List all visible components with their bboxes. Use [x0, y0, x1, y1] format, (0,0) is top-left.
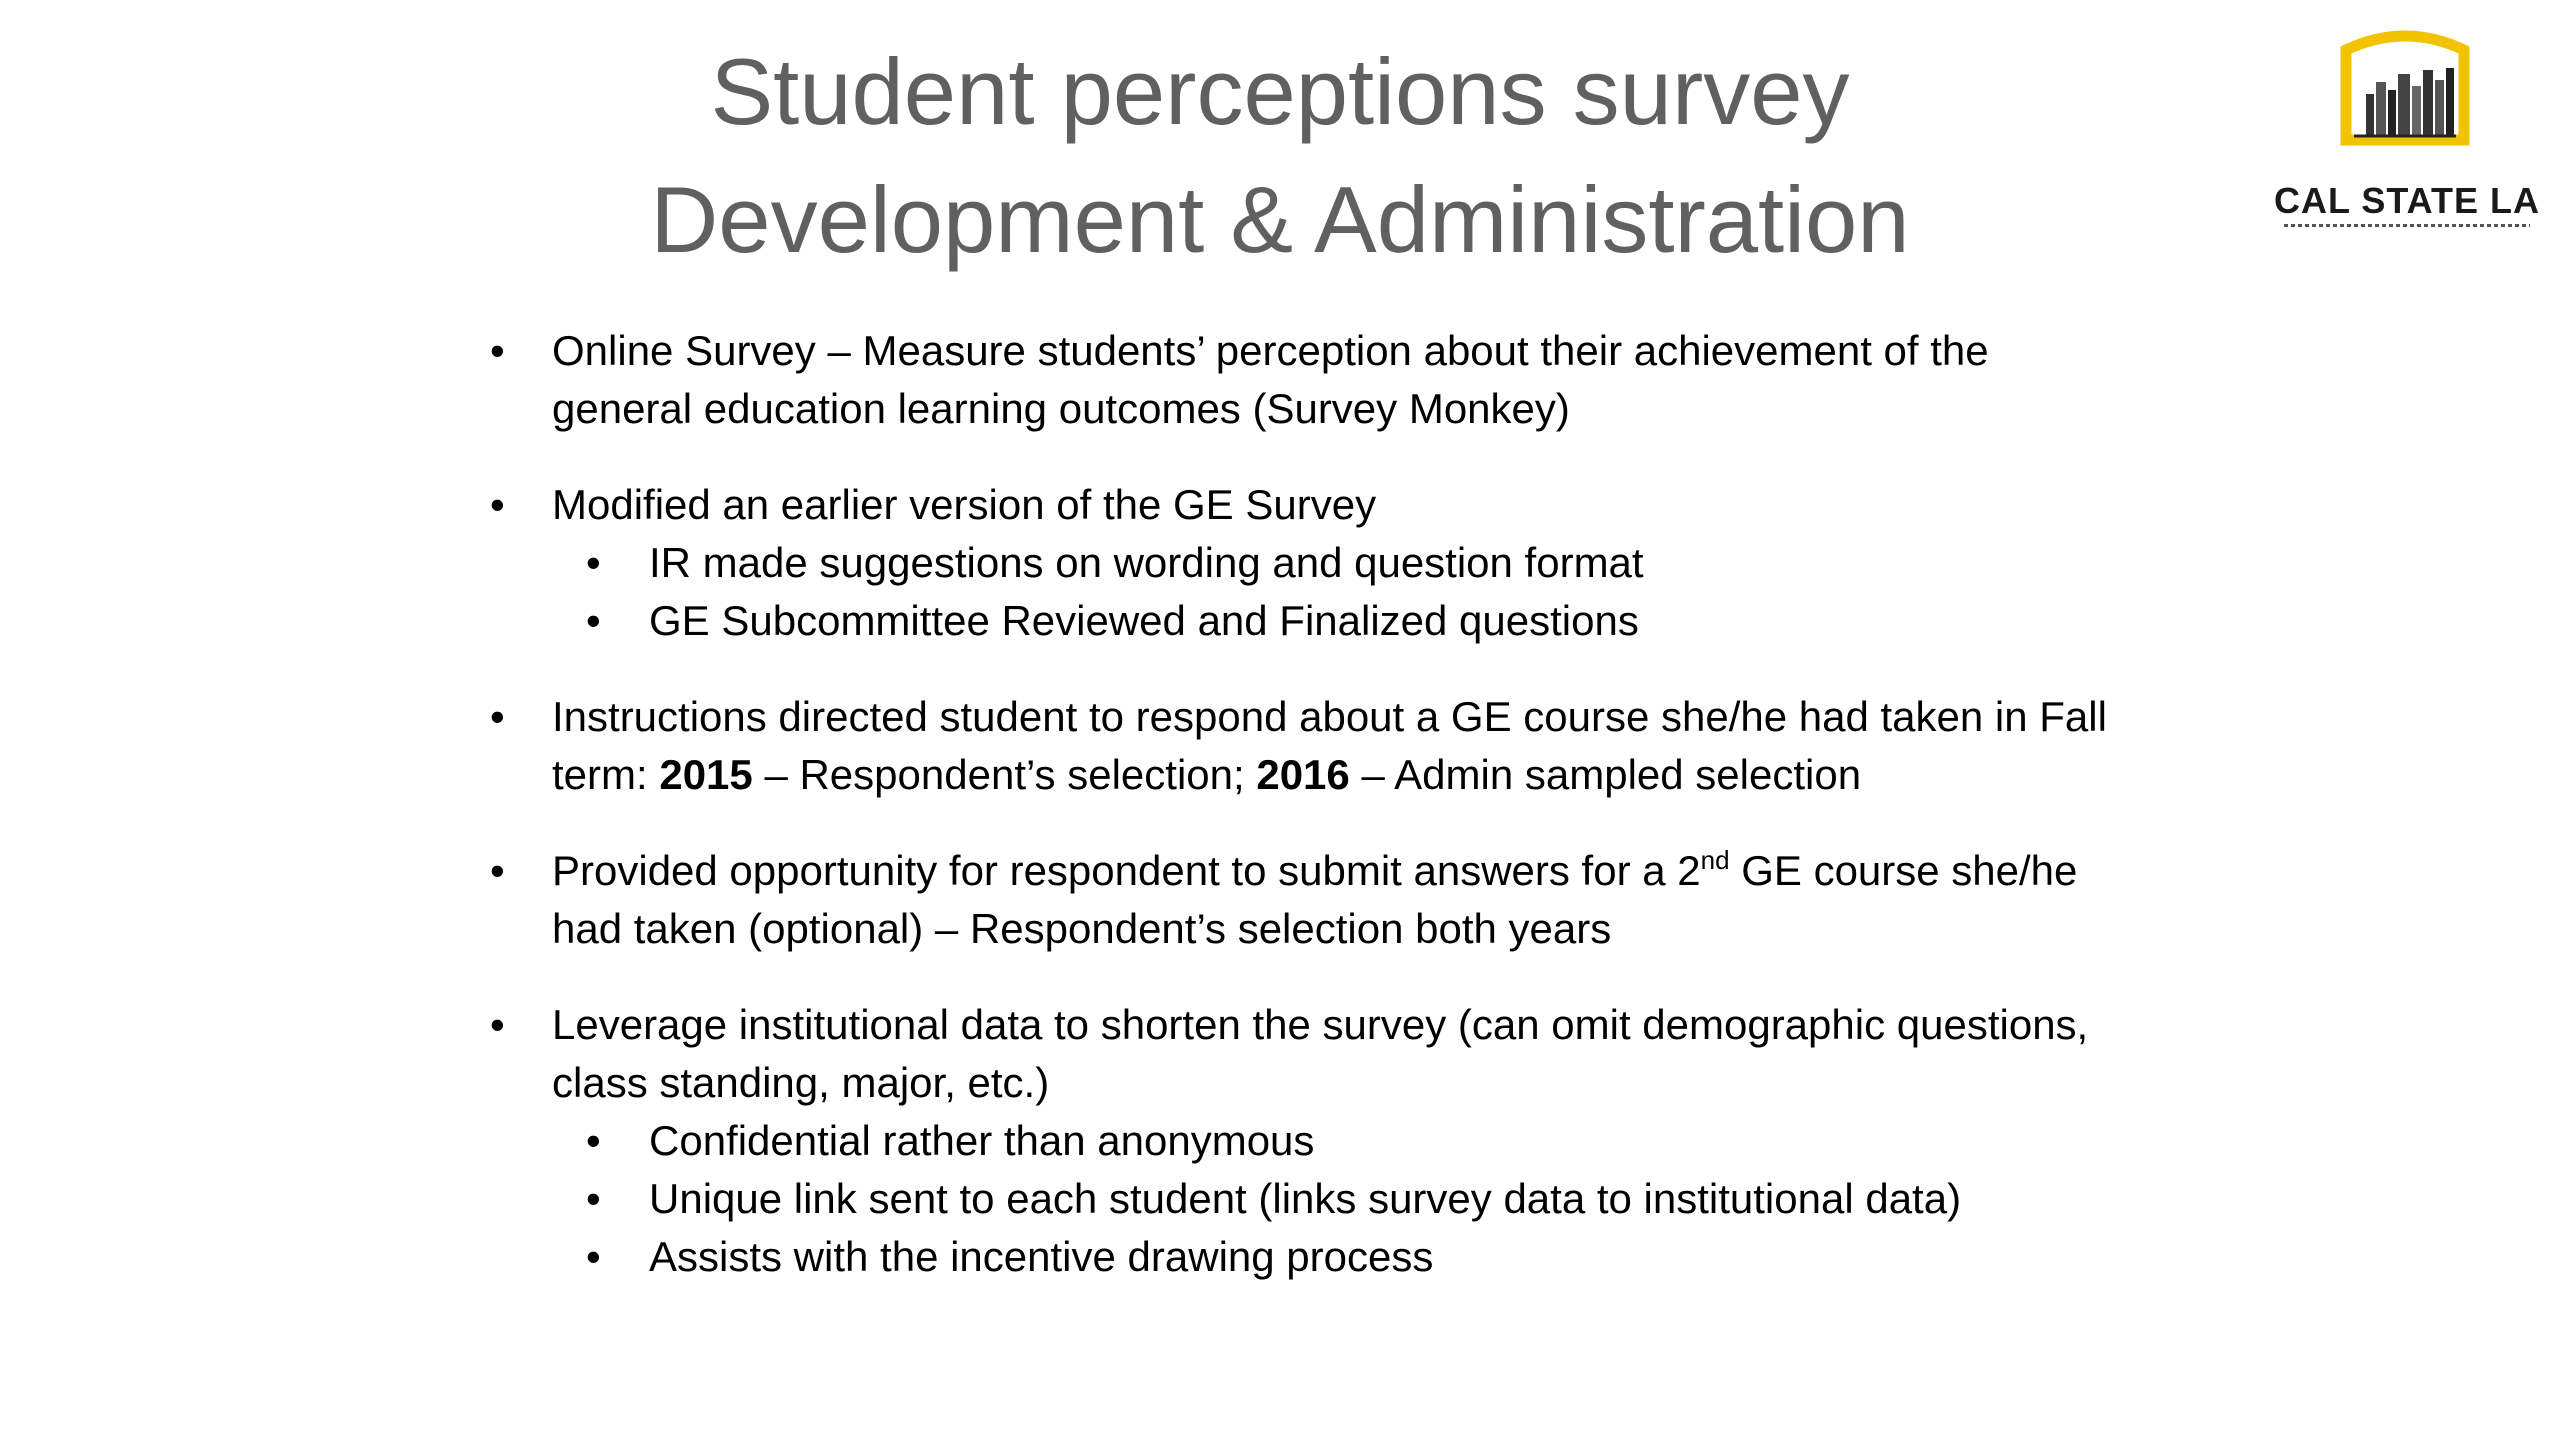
bullet-item-modified-survey: [480, 476, 2120, 650]
sub-bullet-dot: •: [586, 1233, 601, 1280]
bullet-text-part: GE course she/he had taken (optional) – Respondent’s selection both years: [552, 847, 2078, 952]
sub-bullet-text: Confidential rather than anonymous: [649, 1117, 1315, 1164]
bullet-item-institutional-data: [480, 996, 2120, 1286]
bullet-text-part: Provided opportunity for respondent to submit answers for a 2: [552, 847, 1701, 894]
bullet-text: Online Survey – Measure students’ perception about their achievement of the general education learning outcomes (Survey Monkey): [552, 327, 1989, 432]
bullet-year-2016: 2016: [1256, 751, 1350, 798]
bullet-item-instructions: [480, 688, 2120, 804]
bullet-item-online-survey: [480, 322, 2120, 438]
bullet-dot: •: [490, 1001, 505, 1048]
sub-bullet-text: Unique link sent to each student (links survey data to institutional data): [649, 1175, 1962, 1222]
bullet-text-part: – Admin sampled selection: [1349, 751, 1862, 798]
logo-subtext-line: [2284, 224, 2530, 227]
bullet-dot: •: [490, 327, 505, 374]
sub-bullet-item: [480, 592, 2120, 650]
cal-state-la-logo: [2262, 30, 2552, 221]
sub-bullet-item: [480, 1228, 2120, 1286]
sub-bullet-dot: •: [586, 539, 601, 586]
bullet-list: [480, 322, 2120, 1324]
sub-bullet-list: [480, 1112, 2120, 1286]
sub-bullet-text: GE Subcommittee Reviewed and Finalized questions: [649, 597, 1639, 644]
bullet-text: Leverage institutional data to shorten the survey (can omit demographic questions, class standing, major, etc.): [552, 1001, 2089, 1106]
title-line-1: Student perceptions survey: [710, 39, 1850, 144]
bullet-dot: •: [490, 693, 505, 740]
bullet-text-part: – Respondent’s selection;: [752, 751, 1257, 798]
university-emblem-icon: [2340, 30, 2470, 148]
logo-wordmark: CAL STATE LA: [2274, 180, 2540, 221]
sub-bullet-dot: •: [586, 597, 601, 644]
bullet-item-second-course: [480, 842, 2120, 958]
bullet-year-2015: 2015: [659, 751, 753, 798]
ordinal-superscript: nd: [1700, 845, 1730, 875]
sub-bullet-list: [480, 534, 2120, 650]
bullet-dot: •: [490, 847, 505, 894]
sub-bullet-dot: •: [586, 1175, 601, 1222]
sub-bullet-item: [480, 1170, 2120, 1228]
bullet-text: Modified an earlier version of the GE Survey: [552, 481, 1377, 528]
sub-bullet-dot: •: [586, 1117, 601, 1164]
sub-bullet-text: Assists with the incentive drawing process: [649, 1233, 1434, 1280]
slide-title: [0, 28, 2560, 284]
sub-bullet-item: [480, 1112, 2120, 1170]
title-line-2: Development & Administration: [650, 167, 1910, 272]
sub-bullet-item: [480, 534, 2120, 592]
bullet-dot: •: [490, 481, 505, 528]
bullet-text-part: Instructions directed student to respond about a GE course she/he had taken in Fall term:: [552, 693, 2107, 798]
sub-bullet-text: IR made suggestions on wording and question format: [649, 539, 1644, 586]
